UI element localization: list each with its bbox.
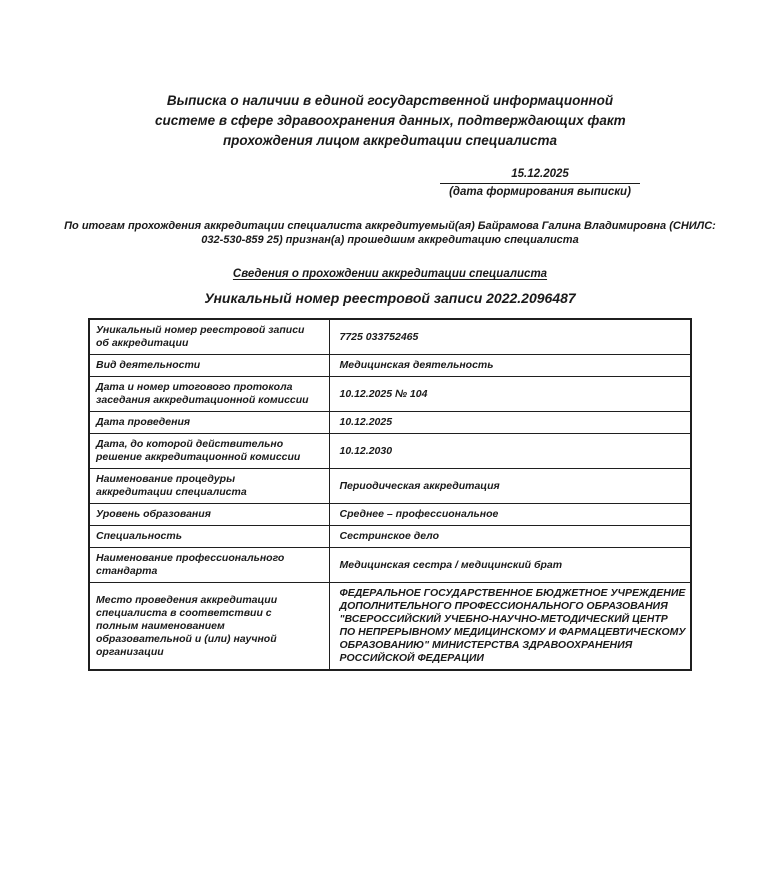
table-row	[89, 377, 691, 412]
row-label-education-level: Уровень образования	[89, 504, 329, 526]
table-row	[89, 504, 691, 526]
section-heading: Сведения о прохождении аккредитации специалиста	[232, 268, 548, 280]
registry-number-heading: Уникальный номер реестровой записи 2022.2096487	[204, 290, 576, 306]
row-value-registry-number: 7725 033752465	[329, 319, 691, 355]
accreditation-table	[88, 318, 692, 671]
row-label-valid-until-date: Дата, до которой действительно решение аккредитационной комиссии	[89, 434, 329, 469]
table-row	[89, 583, 691, 671]
row-label-protocol-date-number: Дата и номер итогового протокола заседания аккредитационной комиссии	[89, 377, 329, 412]
intro-paragraph-line: По итогам прохождения аккредитации специалиста аккредитуемый(ая) Байрамова Галина Владимировна (СНИЛС:	[64, 220, 716, 232]
issue-date-caption: (дата формирования выписки)	[449, 186, 631, 198]
intro-paragraph-line: 032-530-859 25) признан(а) прошедшим аккредитацию специалиста	[201, 233, 579, 246]
document-title-line: системе в сфере здравоохранения данных, подтверждающих факт	[155, 113, 626, 128]
table-row	[89, 469, 691, 504]
document-title-line: Выписка о наличии в единой государственной информационной	[166, 93, 614, 108]
document-title-line: прохождения лицом аккредитации специалиста	[222, 133, 558, 148]
table-row	[89, 526, 691, 548]
table-row	[89, 434, 691, 469]
table-row	[89, 319, 691, 355]
row-label-registry-number: Уникальный номер реестровой записи об аккредитации	[89, 319, 329, 355]
row-label-conduct-date: Дата проведения	[89, 412, 329, 434]
document-title	[155, 91, 625, 151]
row-value-activity-type: Медицинская деятельность	[329, 355, 691, 377]
row-value-protocol-date-number: 10.12.2025 № 104	[329, 377, 691, 412]
row-label-professional-standard: Наименование профессионального стандарта	[89, 548, 329, 583]
row-label-specialty: Специальность	[89, 526, 329, 548]
row-value-professional-standard: Медицинская сестра / медицинский брат	[329, 548, 691, 583]
row-label-procedure-name: Наименование процедуры аккредитации специалиста	[89, 469, 329, 504]
issue-date-block	[440, 168, 640, 198]
row-value-education-level: Среднее – профессиональное	[329, 504, 691, 526]
intro-paragraph	[0, 220, 780, 247]
row-value-specialty: Сестринское дело	[329, 526, 691, 548]
table-row	[89, 548, 691, 583]
table-row	[89, 355, 691, 377]
row-value-conduct-date: 10.12.2025	[329, 412, 691, 434]
row-value-procedure-name: Периодическая аккредитация	[329, 469, 691, 504]
table-row	[89, 412, 691, 434]
row-value-valid-until-date: 10.12.2030	[329, 434, 691, 469]
row-value-accreditation-place: ФЕДЕРАЛЬНОЕ ГОСУДАРСТВЕННОЕ БЮДЖЕТНОЕ УЧРЕЖДЕНИЕ ДОПОЛНИТЕЛЬНОГО ПРОФЕССИОНАЛЬНОГО ОБРАЗОВАНИЯ "ВСЕРОССИЙСКИЙ УЧЕБНО-НАУЧНО-МЕТОДИЧЕСКИЙ ЦЕНТР ПО НЕПРЕРЫВНОМУ МЕДИЦИНСКОМУ И ФАРМАЦЕВТИЧЕСКОМУ ОБРАЗОВАНИЮ" МИНИСТЕРСТВА ЗДРАВООХРАНЕНИЯ РОССИЙСКОЙ ФЕДЕРАЦИИ	[329, 583, 691, 671]
row-label-activity-type: Вид деятельности	[89, 355, 329, 377]
row-label-accreditation-place: Место проведения аккредитации специалиста в соответствии с полным наименованием образовательной и (или) научной организации	[89, 583, 329, 671]
issue-date-value: 15.12.2025	[440, 168, 640, 184]
